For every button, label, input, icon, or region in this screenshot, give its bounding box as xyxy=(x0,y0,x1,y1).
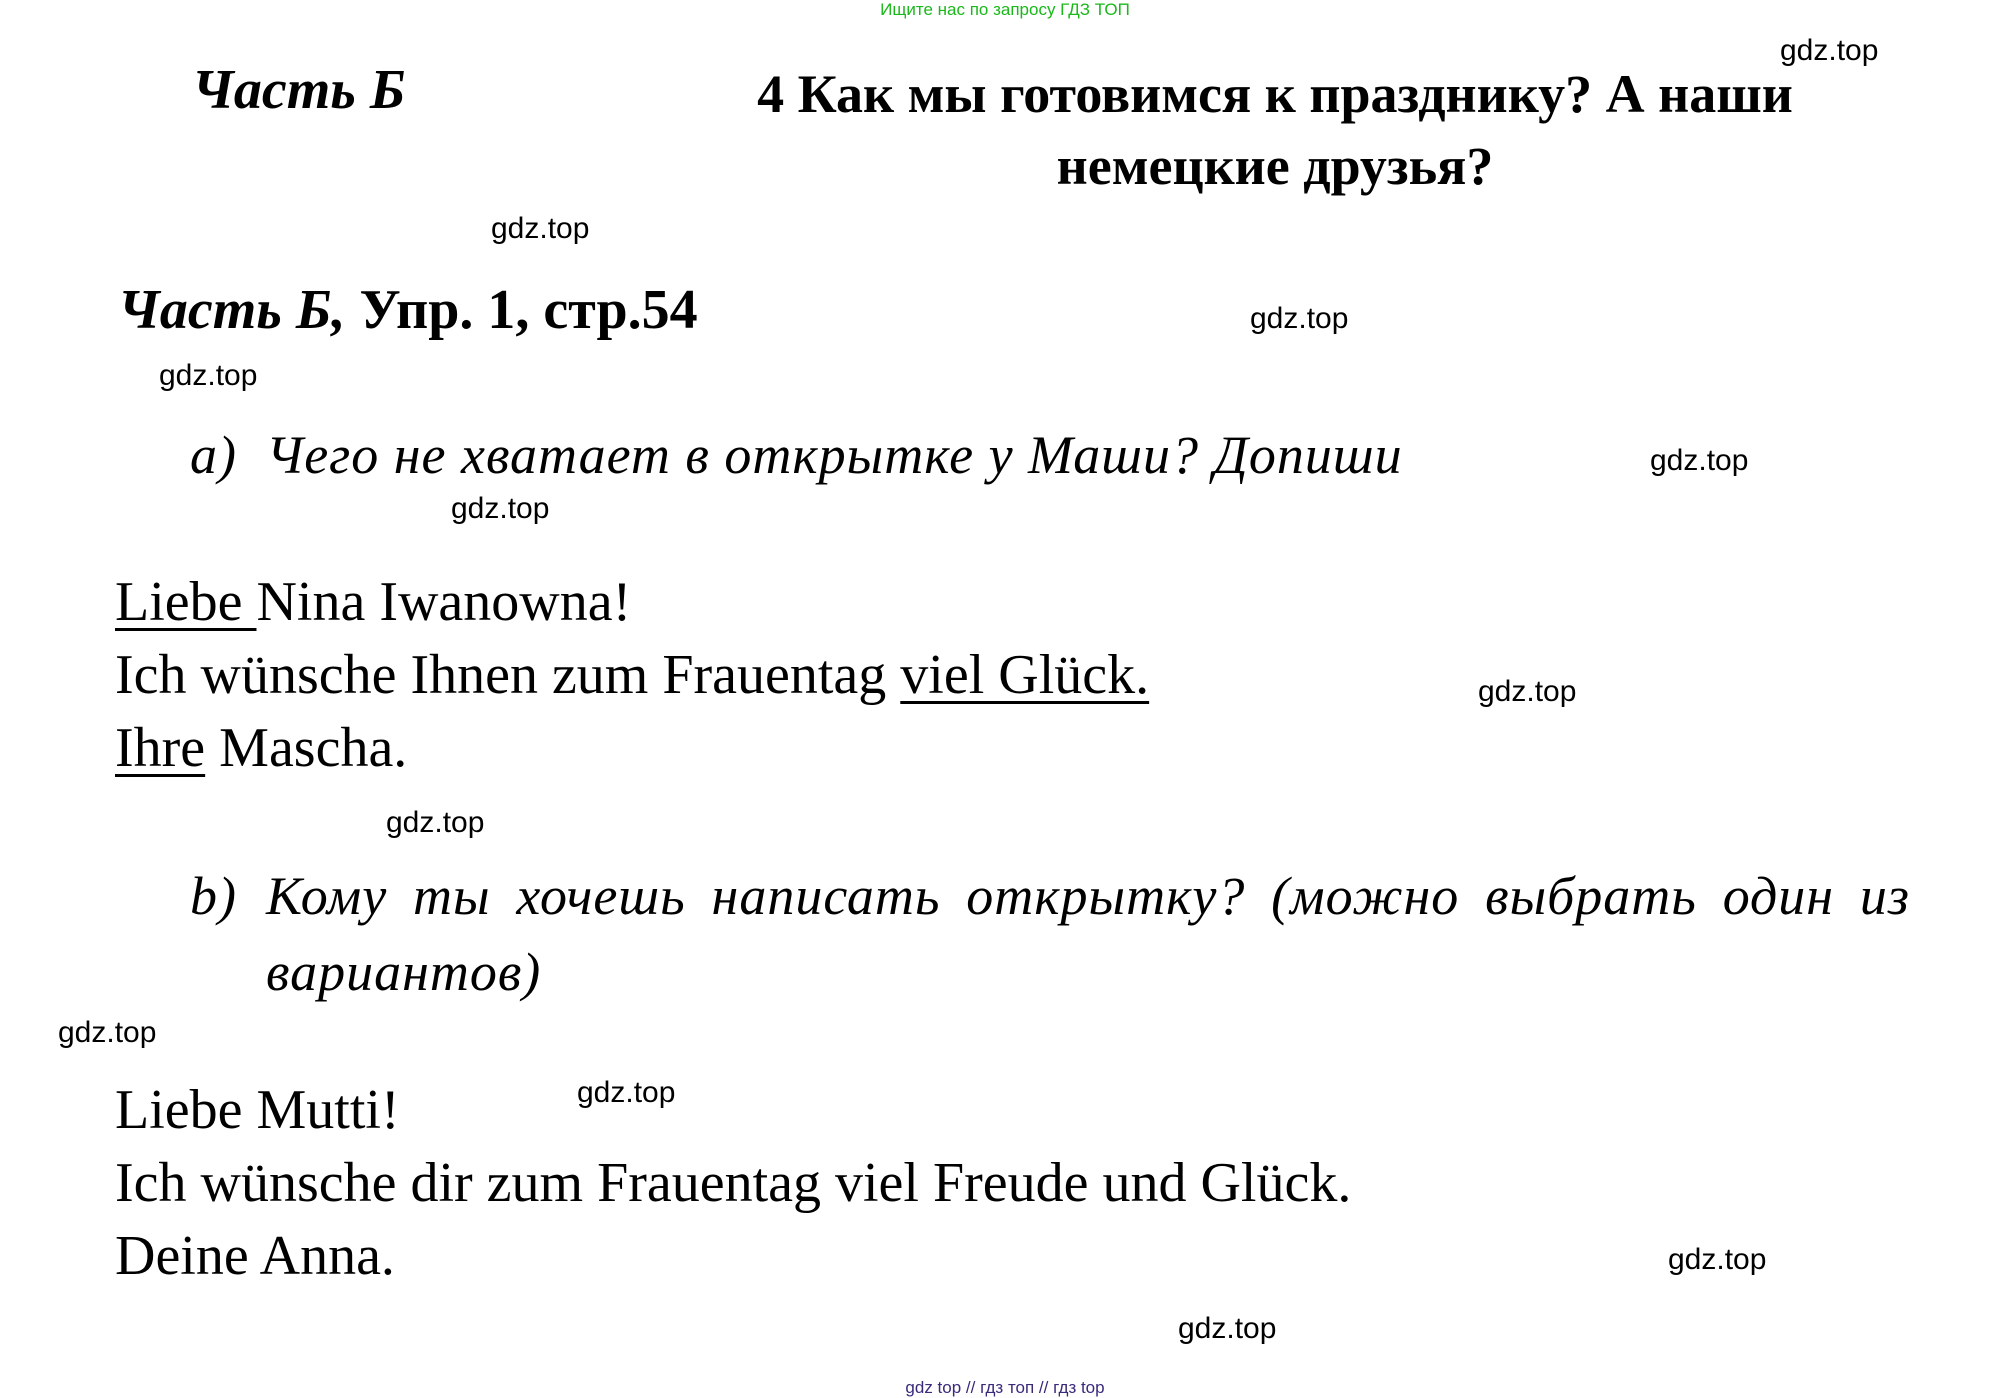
card-b-line-3: Deine Anna. xyxy=(115,1225,395,1287)
watermark: gdz.top xyxy=(451,492,550,525)
banner-text: Ищите нас по запросу ГДЗ ТОП xyxy=(880,0,1130,19)
watermark: gdz.top xyxy=(1250,302,1349,335)
watermark: gdz.top xyxy=(1668,1243,1767,1276)
exercise-reference: Упр. 1, стр.54 xyxy=(345,279,698,341)
task-b xyxy=(190,858,1910,1010)
footer: gdz top // гдз топ // гдз top xyxy=(905,1378,1105,1397)
exercise-part: Часть Б, xyxy=(118,279,346,341)
lesson-title-line-2: немецкие друзья? xyxy=(1056,136,1494,196)
lesson-title xyxy=(640,58,1910,202)
card-b-line-2: Ich wünsche dir zum Frauentag viel Freude und Glück. xyxy=(115,1152,1352,1214)
watermark: gdz.top xyxy=(1178,1312,1277,1345)
card-a-filled-word: Liebe xyxy=(115,571,257,633)
watermark: gdz.top xyxy=(1478,675,1577,708)
exercise-heading xyxy=(118,278,698,342)
top-banner xyxy=(0,0,2010,20)
watermark: gdz.top xyxy=(1650,444,1749,477)
watermark: gdz.top xyxy=(491,212,590,245)
card-a-text: Ich wünsche Ihnen zum Frauentag xyxy=(115,644,901,706)
watermark: gdz.top xyxy=(577,1076,676,1109)
section-label: Часть Б xyxy=(192,59,406,121)
card-a-text: Nina Iwanowna! xyxy=(256,571,632,633)
watermark: gdz.top xyxy=(1780,34,1879,67)
task-a xyxy=(190,424,1403,486)
task-b-text: Кому ты хочешь написать открытку? (можно выбрать один из вариантов) xyxy=(266,866,1910,1002)
task-a-text: Чего не хватает в открытке у Маши? Допиши xyxy=(265,425,1403,485)
watermark: gdz.top xyxy=(58,1016,157,1049)
card-a-filled-word: viel Glück. xyxy=(900,644,1150,706)
card-a-filled-word: Ihre xyxy=(115,717,206,779)
card-a-line-3 xyxy=(115,716,407,780)
card-a-line-1 xyxy=(115,570,631,634)
card-b-line-1: Liebe Mutti! xyxy=(115,1079,400,1141)
watermark: gdz.top xyxy=(159,359,258,392)
card-a-line-2 xyxy=(115,643,1149,707)
card-a-text: Mascha. xyxy=(205,717,408,779)
watermark: gdz.top xyxy=(386,806,485,839)
lesson-title-line-1: 4 Как мы готовимся к празднику? А наши xyxy=(757,64,1793,124)
task-b-marker: b) xyxy=(190,866,237,926)
task-a-marker: a) xyxy=(190,425,237,485)
